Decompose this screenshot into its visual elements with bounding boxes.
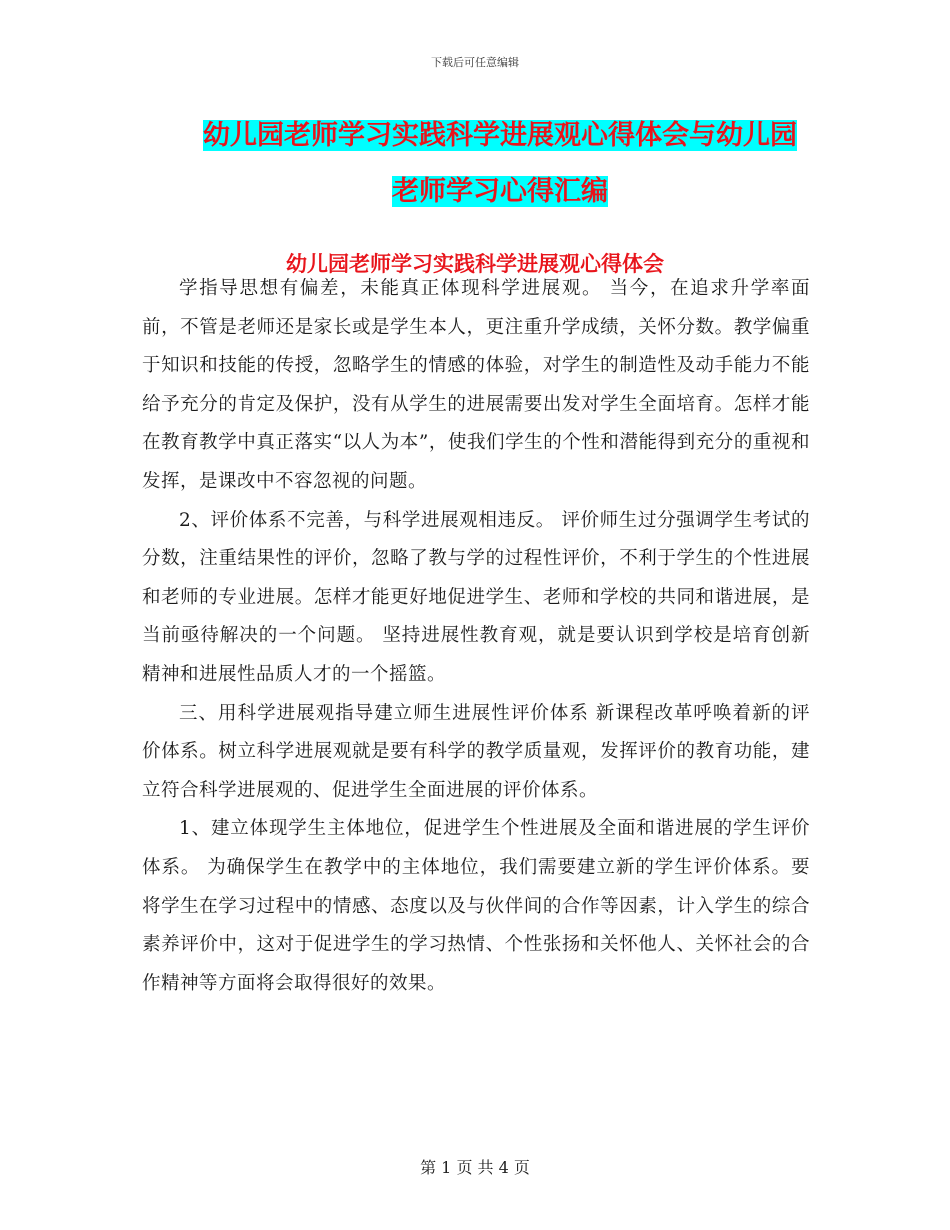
- main-title-text: 幼儿园老师学习实践科学进展观心得体会与幼儿园老师学习心得汇编: [203, 120, 797, 207]
- page-footer: 第 1 页 共 4 页: [420, 1158, 530, 1177]
- paragraph: 学指导思想有偏差，未能真正体现科学进展观。 当今，在追求升学率面前，不管是老师还是家长或是学生本人，更注重升学成绩，关怀分数。教学偏重于知识和技能的传授，忽略学生的情感的体验，对学生的制造性及动手能力不能给予充分的肯定及保护，没有从学生的进展需要出发对学生全面培育。怎样才能在教育教学中真正落实“以人为本”，使我们学生的个性和潜能得到充分的重视和发挥，是课改中不容忽视的问题。: [142, 278, 810, 492]
- section-title: 幼儿园老师学习实践科学进展观心得体会: [286, 252, 664, 276]
- paragraph: 1、建立体现学生主体地位，促进学生个性进展及全面和谐进展的学生评价体系。 为确保学生在教学中的主体地位，我们需要建立新的学生评价体系。要将学生在学习过程中的情感、态度以及与伙伴间的合作等因素，计入学生的综合素养评价中，这对于促进学生的学习热情、个性张扬和关怀他人、关怀社会的合作精神等方面将会取得很好的效果。: [142, 818, 810, 994]
- document-body: [142, 270, 810, 1003]
- header-note: 下载后可任意编辑: [431, 56, 519, 69]
- paragraph: 三、用科学进展观指导建立师生进展性评价体系 新课程改革呼唤着新的评价体系。树立科学进展观就是要有科学的教学质量观，发挥评价的教育功能，建立符合科学进展观的、促进学生全面进展的评价体系。: [142, 702, 810, 801]
- document-main-title: [190, 108, 810, 220]
- paragraph: 2、评价体系不完善，与科学进展观相违反。 评价师生过分强调学生考试的分数，注重结果性的评价，忽略了教与学的过程性评价，不利于学生的个性进展和老师的专业进展。怎样才能更好地促进学生、老师和学校的共同和谐进展，是当前亟待解决的一个问题。 坚持进展性教育观，就是要认识到学校是培育创新精神和进展性品质人才的一个摇篮。: [142, 509, 810, 685]
